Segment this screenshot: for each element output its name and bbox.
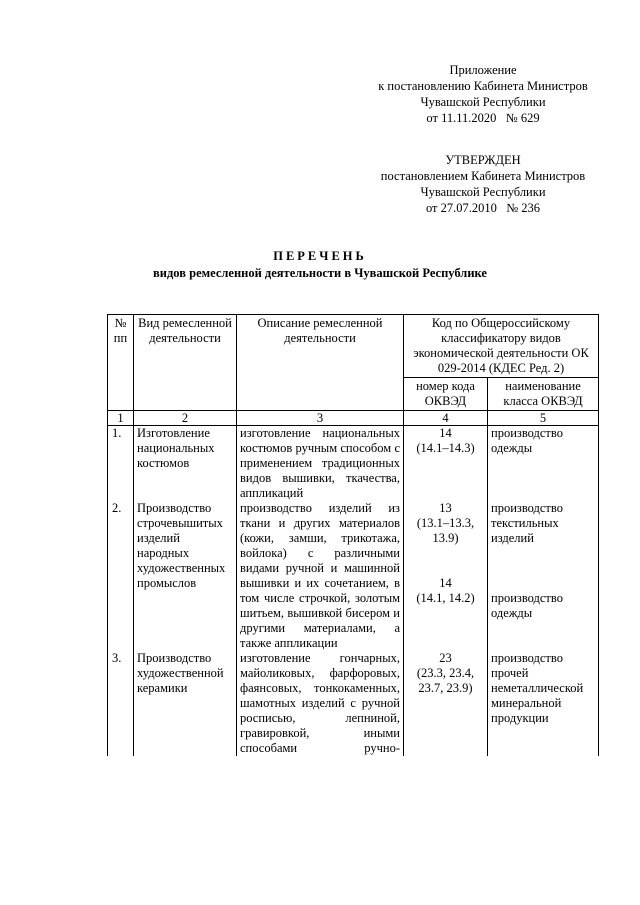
row-number: 2. (108, 501, 134, 651)
title-subtitle: видов ремесленной деятельности в Чувашской Республике (153, 266, 487, 280)
row-number: 1. (108, 426, 134, 502)
okved-code: 14 (439, 576, 452, 590)
approval-block (358, 152, 608, 216)
row-kind: Изготовление национальных костюмов (134, 426, 237, 502)
row-kind: Производство художественной керамики (134, 651, 237, 756)
appendix-line: от 11.11.2020 № 629 (426, 111, 540, 125)
table-row (108, 651, 599, 756)
okved-code-detail: (23.3, 23.4, 23.7, 23.9) (416, 666, 475, 695)
column-number: 4 (404, 411, 488, 426)
column-number: 2 (134, 411, 237, 426)
okved-class-name: производство текстильных изделий (491, 501, 563, 545)
table-row (108, 426, 599, 502)
header-description: Описание ремесленной деятельности (237, 315, 404, 411)
document-title (100, 248, 540, 282)
header-num: № пп (108, 315, 134, 411)
approval-line: постановлением Кабинета Министров (380, 169, 586, 183)
row-description: изготовление гончарных, майоликовых, фарфоровых, фаянсовых, тонкокаменных, шамотных изделий с ручной росписью, лепниной, гравировкой, иными способами ручно- (237, 651, 404, 756)
row-number: 3. (108, 651, 134, 756)
approval-line: Чувашской Республики (420, 185, 546, 199)
header-code: номер кода ОКВЭД (404, 378, 488, 411)
craft-activities-table (107, 314, 599, 756)
okved-code-detail: (14.1, 14.2) (416, 591, 475, 605)
column-number: 1 (108, 411, 134, 426)
appendix-block (360, 62, 606, 126)
appendix-line: Чувашской Республики (420, 95, 546, 109)
column-number: 5 (488, 411, 599, 426)
approval-line: УТВЕРЖДЕН (445, 153, 521, 167)
okved-class-name: производство одежды (488, 426, 599, 502)
appendix-line: к постановлению Кабинета Министров (378, 79, 588, 93)
okved-code: 13 (439, 501, 452, 515)
table-row (108, 501, 599, 651)
okved-code-detail: (13.1–13.3, 13.9) (416, 516, 475, 545)
header-okved-group: Код по Общероссийскому классификатору видов экономической деятельности ОК 029-2014 (КДЕС Ред. 2) (404, 315, 599, 378)
title-main: ПЕРЕЧЕНЬ (273, 249, 367, 263)
appendix-line: Приложение (449, 63, 517, 77)
column-number: 3 (237, 411, 404, 426)
okved-code: 23 (439, 651, 452, 665)
approval-line: от 27.07.2010 № 236 (425, 201, 541, 215)
row-description: изготовление национальных костюмов ручным способом с применением традиционных видов вышивки, ткачества, аппликаций (237, 426, 404, 502)
okved-class-name: производство одежды (491, 591, 563, 620)
row-description: производство изделий из ткани и других материалов (кожи, замши, трикотажа, войлока) с различными видами ручной и машинной вышивки и их сочетанием, в том числе строчкой, золотым шитьем, вышивкой бисером и другими материалами, а также аппликации (237, 501, 404, 651)
okved-code-detail: (14.1–14.3) (416, 441, 475, 455)
row-kind: Производство строчевышитых изделий народных художественных промыслов (134, 501, 237, 651)
okved-class-name: производство прочей неметаллической минеральной продукции (488, 651, 599, 756)
header-kind: Вид ремесленной деятельности (134, 315, 237, 411)
okved-code: 14 (439, 426, 452, 440)
header-class-name: наименование класса ОКВЭД (488, 378, 599, 411)
